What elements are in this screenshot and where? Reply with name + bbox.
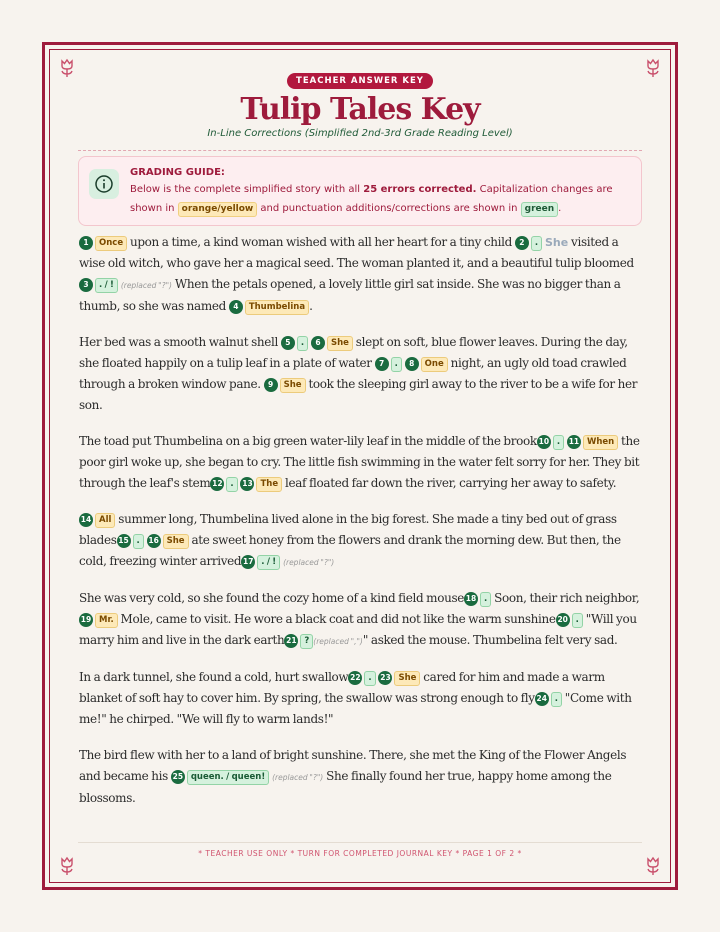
capitalization-correction: The — [256, 477, 282, 492]
capitalization-correction: She — [327, 336, 353, 351]
correction-number: 19 — [79, 613, 93, 627]
correction-number: 18 — [464, 592, 478, 606]
punctuation-correction: . — [364, 671, 375, 686]
capitalization-correction: She — [163, 534, 189, 549]
punctuation-correction: . — [551, 692, 562, 707]
correction-number: 14 — [79, 513, 93, 527]
correction-number: 24 — [535, 692, 549, 706]
punctuation-correction: . — [133, 534, 144, 549]
story-paragraph: The toad put Thumbelina on a big green water-lily leaf in the middle of the brook 10 . 11 When the poor girl woke up, she began to cry. The little fish swimming in the water felt sorry for her. They bit through the leaf's stem 12 . 13 The leaf floated far down the river, carrying her away to safety. — [79, 434, 640, 490]
capitalization-correction: All — [95, 513, 115, 528]
grading-guide-title: GRADING GUIDE: — [130, 167, 225, 178]
capitalization-correction: Once — [95, 236, 127, 251]
correction-number: 16 — [147, 534, 161, 548]
correction-number: 6 — [311, 336, 325, 350]
correction-number: 13 — [240, 477, 254, 491]
tulip-icon — [59, 58, 75, 78]
correction-number: 7 — [375, 357, 389, 371]
story-paragraph: 14 All summer long, Thumbelina lived alone in the big forest. She made a tiny bed out of grass blades 15 . 16 She ate sweet honey from the flowers and drank the morning dew. But then, the cold, freezing winter arrived 17 . / ! (replaced "?") — [79, 512, 621, 568]
info-icon — [89, 169, 119, 199]
capitalization-correction: One — [421, 357, 448, 372]
correction-number: 5 — [281, 336, 295, 350]
punctuation-correction: ? — [300, 634, 313, 649]
capitalization-correction: Thumbelina — [245, 300, 309, 315]
punctuation-legend-chip: green — [521, 202, 559, 217]
punctuation-correction: . — [391, 357, 402, 372]
correction-number: 20 — [556, 613, 570, 627]
punctuation-correction: . — [553, 435, 564, 450]
correction-number: 25 — [171, 770, 185, 784]
punctuation-correction: . / ! — [257, 555, 280, 570]
correction-number: 1 — [79, 236, 93, 250]
page-subtitle: In-Line Corrections (Simplified 2nd-3rd Grade Reading Level) — [207, 128, 513, 139]
punctuation-correction: . — [297, 336, 308, 351]
replacement-note: (replaced "?") — [120, 281, 172, 290]
faded-word: She — [544, 236, 569, 249]
story-paragraph: 1 Once upon a time, a kind woman wished with all her heart for a tiny child 2 . She visited a wise old witch, who gave her a magical seed. The woman planted it, and a beautiful tulip bloomed 3 . / ! (replaced "?") When the petals opened, a lovely little girl sat inside. She was no bigger than a thumb, so she was named 4 Thumbelina . — [79, 235, 634, 313]
story-paragraph: The bird flew with her to a land of bright sunshine. There, she met the King of the Flower Angels and became his 25 queen. / queen! (replaced "?") She finally found her true, happy home among the blossoms. — [79, 748, 627, 805]
punctuation-correction: . — [226, 477, 237, 492]
grading-guide — [78, 156, 642, 226]
story-paragraph: Her bed was a smooth walnut shell 5 . 6 She slept on soft, blue flower leaves. During the day, she floated happily on a tulip leaf in a plate of water 7 . 8 One night, an ugly old toad crawled through a broken window pane. 9 She took the sleeping girl away to the river to be a wife for her son. — [79, 335, 638, 412]
punctuation-correction: . — [531, 236, 542, 251]
grading-guide-line-1: Below is the complete simplified story with all 25 errors corrected. Capitalization changes are — [130, 184, 613, 195]
tulip-icon — [59, 856, 75, 876]
correction-number: 9 — [264, 378, 278, 392]
page-title: Tulip Tales Key — [240, 92, 480, 127]
correction-number: 10 — [537, 435, 551, 449]
tulip-icon — [645, 856, 661, 876]
footer-divider — [78, 842, 642, 843]
replacement-note: (replaced ",") — [313, 637, 363, 646]
correction-number: 2 — [515, 236, 529, 250]
correction-number: 23 — [378, 671, 392, 685]
correction-number: 21 — [284, 634, 298, 648]
replacement-note: (replaced "?") — [283, 558, 335, 567]
capitalization-correction: When — [583, 435, 618, 450]
correction-number: 17 — [241, 555, 255, 569]
punctuation-correction: . — [572, 613, 583, 628]
correction-number: 12 — [210, 477, 224, 491]
answer-key-badge: TEACHER ANSWER KEY — [287, 73, 433, 89]
capitalization-correction: Mr. — [95, 613, 118, 628]
header-divider — [78, 150, 642, 151]
replacement-note: (replaced "?") — [272, 773, 324, 782]
correction-number: 4 — [229, 300, 243, 314]
page-footer: * TEACHER USE ONLY * TURN FOR COMPLETED JOURNAL KEY * PAGE 1 OF 2 * — [198, 849, 522, 858]
correction-number: 15 — [117, 534, 131, 548]
correction-number: 8 — [405, 357, 419, 371]
capitalization-correction: She — [280, 378, 306, 393]
correction-number: 11 — [567, 435, 581, 449]
capitalization-correction: She — [394, 671, 420, 686]
capitalization-legend-chip: orange/yellow — [178, 202, 258, 217]
tulip-icon — [645, 58, 661, 78]
punctuation-correction: . — [480, 592, 491, 607]
story-text — [79, 232, 644, 824]
page-header — [78, 68, 642, 139]
punctuation-correction: queen. / queen! — [187, 770, 269, 785]
story-paragraph: In a dark tunnel, she found a cold, hurt swallow 22 . 23 She cared for him and made a warm blanket of soft hay to cover him. By spring, the swallow was strong enough to fly 24 . "Come with me!" he chirped. "We will fly to warm lands!" — [79, 670, 632, 726]
grading-guide-line-2: shown in orange/yellow and punctuation additions/corrections are shown in green . — [130, 202, 561, 217]
correction-number: 22 — [348, 671, 362, 685]
correction-number: 3 — [79, 278, 93, 292]
story-paragraph: She was very cold, so she found the cozy home of a kind field mouse 18 . Soon, their rich neighbor, 19 Mr. Mole, came to visit. He wore a black coat and did not like the warm sunshine 20 . "Will you marry him and live in the dark earth 21 ? (replaced ",")" asked the mouse. Thumbelina felt very sad. — [79, 591, 640, 647]
punctuation-correction: . / ! — [95, 278, 118, 293]
